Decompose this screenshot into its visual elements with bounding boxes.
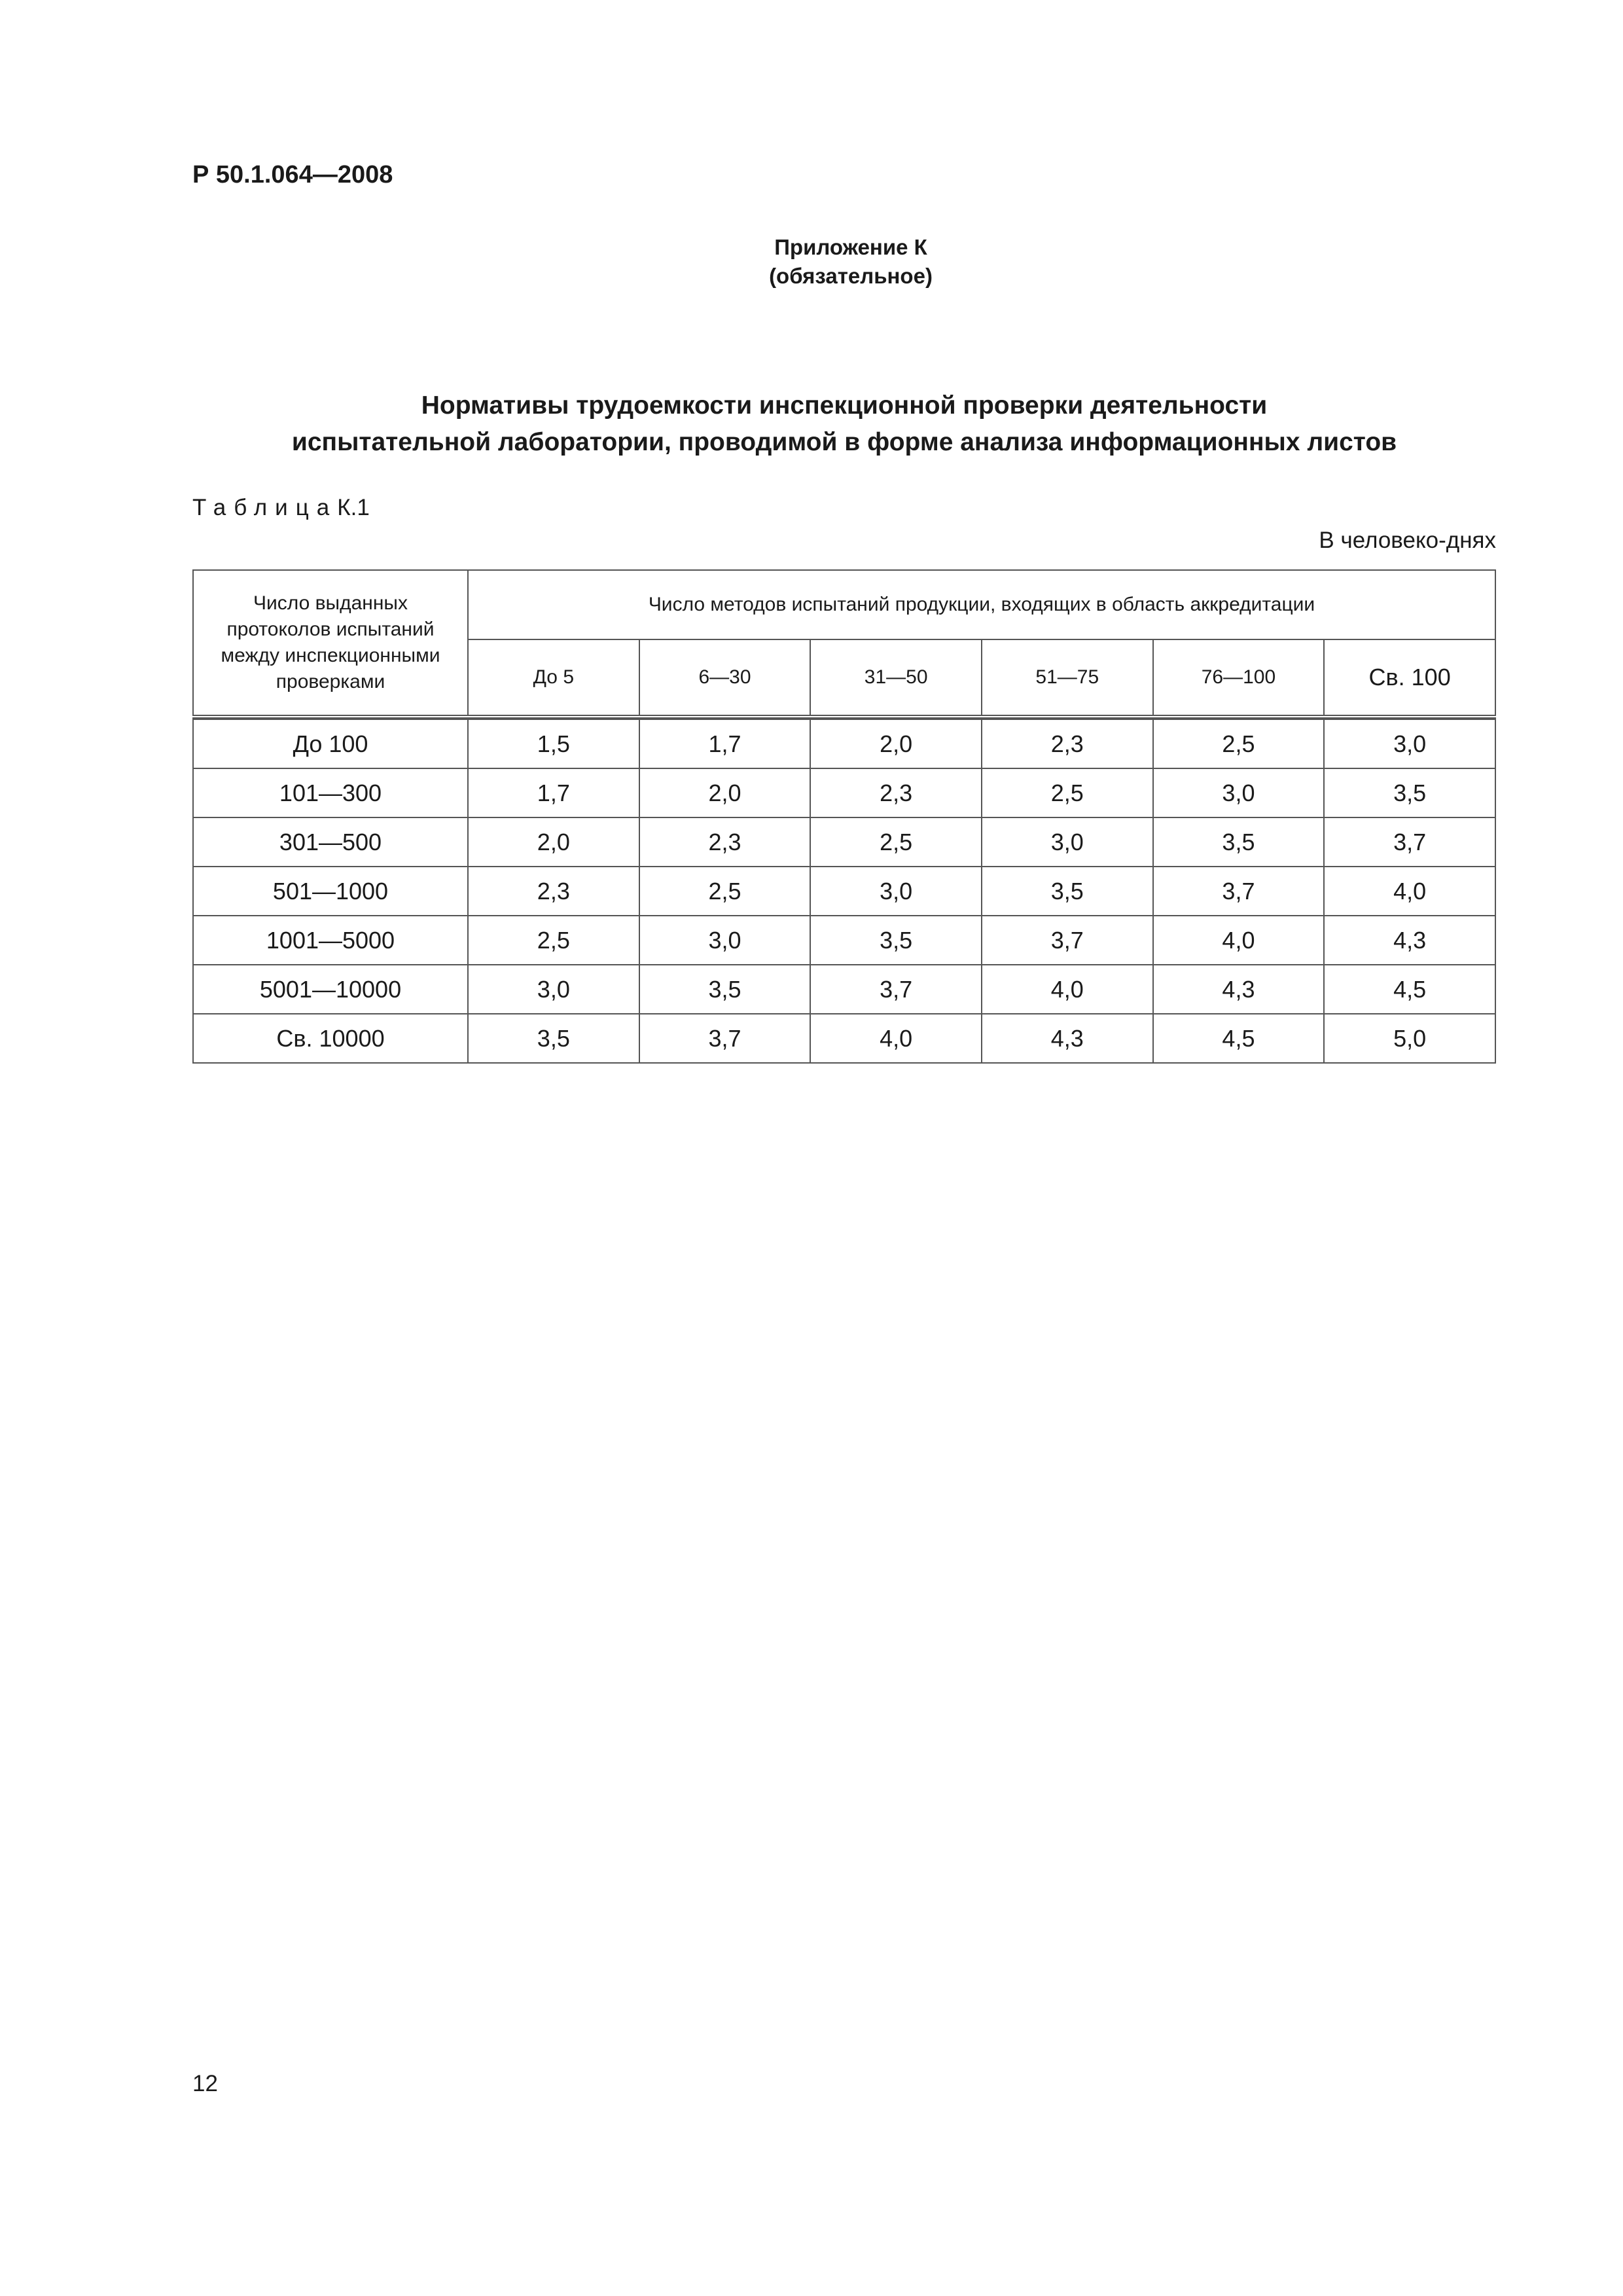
value-cell: 4,3 bbox=[982, 1014, 1153, 1063]
value-cell: 3,5 bbox=[639, 965, 811, 1014]
value-cell: 3,0 bbox=[982, 817, 1153, 867]
column-header: 51—75 bbox=[982, 639, 1153, 717]
value-cell: 2,3 bbox=[468, 867, 639, 916]
table-row bbox=[193, 916, 1495, 965]
row-label: 5001—10000 bbox=[193, 965, 468, 1014]
column-header: До 5 bbox=[468, 639, 639, 717]
value-cell: 2,0 bbox=[639, 768, 811, 817]
value-cell: 3,0 bbox=[810, 867, 982, 916]
table-row bbox=[193, 817, 1495, 867]
row-header-text: Число выданных протоколов испытаний между инспекционными проверками bbox=[221, 592, 440, 692]
value-cell: 4,5 bbox=[1324, 965, 1495, 1014]
appendix-title: Приложение К bbox=[774, 235, 927, 259]
value-cell: 3,7 bbox=[982, 916, 1153, 965]
value-cell: 3,5 bbox=[1153, 817, 1325, 867]
table-row bbox=[193, 867, 1495, 916]
value-cell: 4,3 bbox=[1324, 916, 1495, 965]
value-cell: 3,7 bbox=[810, 965, 982, 1014]
value-cell: 2,3 bbox=[982, 719, 1153, 768]
appendix-heading bbox=[0, 233, 1623, 291]
page-number: 12 bbox=[192, 2071, 218, 2096]
row-label: 1001—5000 bbox=[193, 916, 468, 965]
group-header-cell: Число методов испытаний продукции, входящих в область аккредитации bbox=[468, 570, 1495, 639]
section-title-line-2: испытательной лаборатории, проводимой в форме анализа информационных листов bbox=[291, 428, 1397, 456]
value-cell: 3,0 bbox=[468, 965, 639, 1014]
value-cell: 3,0 bbox=[639, 916, 811, 965]
table-body bbox=[193, 717, 1495, 1063]
value-cell: 5,0 bbox=[1324, 1014, 1495, 1063]
table-row bbox=[193, 1014, 1495, 1063]
value-cell: 2,5 bbox=[468, 916, 639, 965]
value-cell: 4,0 bbox=[1324, 867, 1495, 916]
value-cell: 2,5 bbox=[810, 817, 982, 867]
document-code: Р 50.1.064—2008 bbox=[192, 161, 393, 188]
row-label: До 100 bbox=[193, 719, 468, 768]
section-title-line-1: Нормативы трудоемкости инспекционной проверки деятельности bbox=[421, 391, 1268, 420]
column-header: 31—50 bbox=[810, 639, 982, 717]
value-cell: 3,5 bbox=[1324, 768, 1495, 817]
value-cell: 3,0 bbox=[1153, 768, 1325, 817]
value-cell: 1,7 bbox=[639, 719, 811, 768]
row-label: 101—300 bbox=[193, 768, 468, 817]
value-cell: 1,7 bbox=[468, 768, 639, 817]
value-cell: 4,5 bbox=[1153, 1014, 1325, 1063]
appendix-type: (обязательное) bbox=[769, 264, 933, 288]
value-cell: 3,0 bbox=[1324, 719, 1495, 768]
value-cell: 2,5 bbox=[982, 768, 1153, 817]
value-cell: 1,5 bbox=[468, 719, 639, 768]
value-cell: 3,5 bbox=[468, 1014, 639, 1063]
column-header: 76—100 bbox=[1153, 639, 1325, 717]
section-title bbox=[192, 387, 1496, 461]
column-header: Св. 100 bbox=[1324, 639, 1495, 717]
table-units: В человеко-днях bbox=[1319, 528, 1496, 553]
table-row bbox=[193, 965, 1495, 1014]
value-cell: 3,7 bbox=[1153, 867, 1325, 916]
row-label: 301—500 bbox=[193, 817, 468, 867]
value-cell: 3,7 bbox=[639, 1014, 811, 1063]
value-cell: 3,5 bbox=[810, 916, 982, 965]
value-cell: 4,3 bbox=[1153, 965, 1325, 1014]
table-row bbox=[193, 719, 1495, 768]
value-cell: 2,0 bbox=[810, 719, 982, 768]
value-cell: 4,0 bbox=[1153, 916, 1325, 965]
value-cell: 4,0 bbox=[982, 965, 1153, 1014]
row-label: Св. 10000 bbox=[193, 1014, 468, 1063]
value-cell: 3,5 bbox=[982, 867, 1153, 916]
value-cell: 2,3 bbox=[639, 817, 811, 867]
table-label-prefix: Таблица bbox=[192, 495, 338, 520]
value-cell: 2,5 bbox=[1153, 719, 1325, 768]
value-cell: 3,7 bbox=[1324, 817, 1495, 867]
value-cell: 2,3 bbox=[810, 768, 982, 817]
value-cell: 2,5 bbox=[639, 867, 811, 916]
table-label bbox=[192, 495, 370, 521]
row-header-cell bbox=[193, 570, 468, 717]
row-label: 501—1000 bbox=[193, 867, 468, 916]
table-row bbox=[193, 768, 1495, 817]
value-cell: 2,0 bbox=[468, 817, 639, 867]
norms-table bbox=[192, 569, 1496, 1064]
column-header: 6—30 bbox=[639, 639, 811, 717]
table-label-number: К.1 bbox=[337, 495, 370, 520]
value-cell: 4,0 bbox=[810, 1014, 982, 1063]
